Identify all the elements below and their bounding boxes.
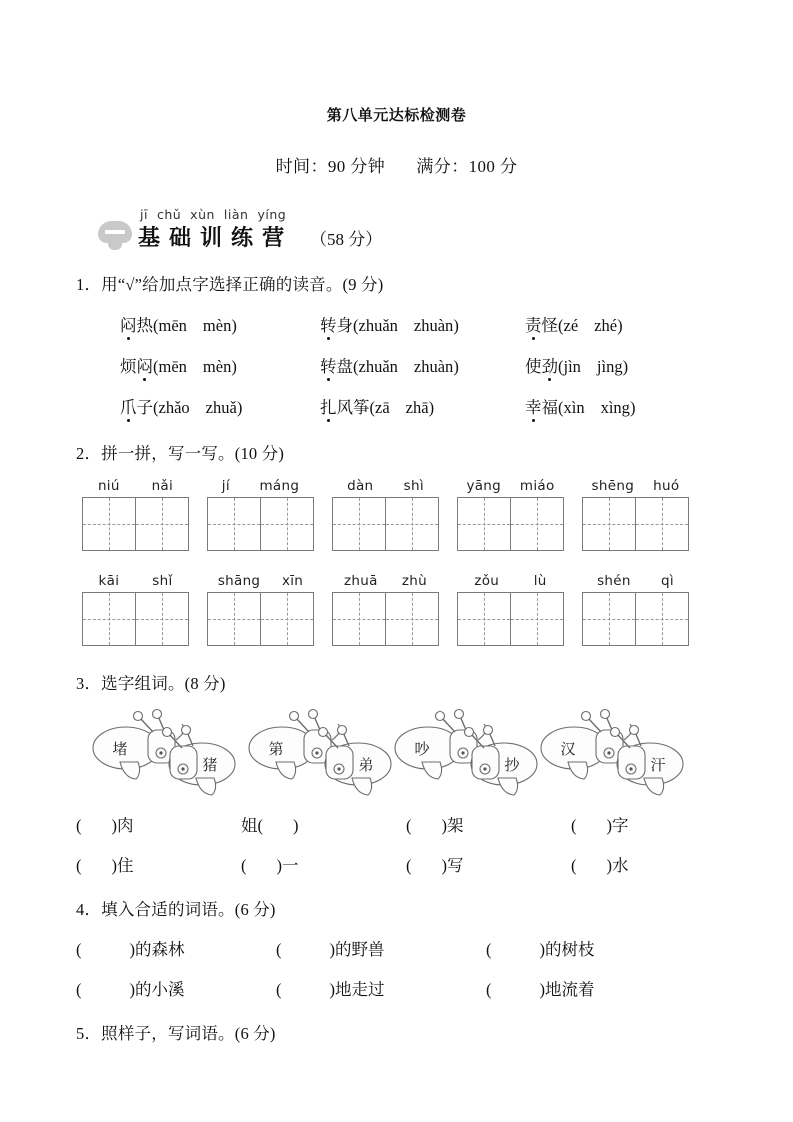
section-pinyin-0: jī <box>140 207 148 222</box>
dotted-char: 转 <box>320 312 337 336</box>
dotted-char: 责 <box>525 312 542 336</box>
bug-pair <box>538 704 688 796</box>
pinyin-option-b[interactable]: xìng <box>600 398 630 417</box>
fill-blank-item[interactable]: ( )字 <box>571 816 629 835</box>
word-blank-item[interactable]: ( )的小溪 <box>76 980 185 999</box>
word-blank-row <box>76 936 731 960</box>
question-1 <box>62 271 731 418</box>
fill-blank-item[interactable]: 姐( ) <box>241 816 299 835</box>
writing-grid-group <box>207 573 314 646</box>
reading-item[interactable]: 闷热(mēn mèn) <box>120 312 320 336</box>
section-title-char-3: 练 <box>231 226 254 251</box>
writing-grid-row <box>62 478 731 551</box>
writing-cell[interactable] <box>636 498 688 550</box>
pinyin-option-a[interactable]: zhǎo <box>158 398 190 417</box>
writing-cell[interactable] <box>583 593 636 645</box>
word-blank-item[interactable]: ( )地流着 <box>486 980 595 999</box>
section-pinyin-2: xùn <box>190 207 215 222</box>
reading-pre: 烦 <box>120 357 137 376</box>
reading-item[interactable]: 转盘(zhuǎn zhuàn) <box>320 353 525 377</box>
reading-item[interactable]: 爪子(zhǎo zhuǎ) <box>120 394 320 418</box>
writing-cell[interactable] <box>333 593 386 645</box>
fill-blank-item[interactable]: ( )架 <box>406 816 464 835</box>
reading-row <box>120 353 731 377</box>
reading-row <box>120 394 731 418</box>
blank-after: 的小溪 <box>135 980 185 999</box>
reading-item[interactable]: 扎风筝(zā zhā) <box>320 394 525 418</box>
word-blank-row <box>76 976 731 1000</box>
reading-pre: 使 <box>525 357 542 376</box>
question-1-head: 1．用“√”给加点字选择正确的读音。(9 分) <box>76 275 384 294</box>
dotted-char: 转 <box>320 353 337 377</box>
writing-grid-group <box>457 478 564 551</box>
grid-pinyin: kāi <box>98 573 120 589</box>
pinyin-option-b[interactable]: mèn <box>202 357 232 376</box>
writing-grid-group <box>332 573 439 646</box>
writing-cell[interactable] <box>386 593 438 645</box>
blank-after: 住 <box>117 856 134 875</box>
pinyin-option-a[interactable]: mēn <box>158 316 187 335</box>
writing-cell[interactable] <box>261 593 313 645</box>
grid-pinyin: shēng <box>591 478 635 494</box>
question-4-head: 4．填入合适的词语。(6 分) <box>76 900 276 919</box>
grid-pinyin: jí <box>221 478 230 494</box>
word-blank-item[interactable]: ( )的野兽 <box>276 940 385 959</box>
section-pinyin-4: yíng <box>257 207 287 222</box>
question-1-body <box>62 312 731 418</box>
total-score-label: 满分：100 分 <box>416 157 518 176</box>
dotted-char: 爪 <box>120 394 137 418</box>
pinyin-option-b[interactable]: zhuǎ <box>205 398 237 417</box>
grid-pinyin: shǐ <box>152 573 173 589</box>
writing-cell[interactable] <box>83 593 136 645</box>
blank-before: 姐 <box>241 816 258 835</box>
grid-pinyin: zhuā <box>344 573 378 589</box>
grid-pinyin: yāng <box>466 478 502 494</box>
blank-after: 的森林 <box>135 940 185 959</box>
reading-post: 身 <box>336 316 353 335</box>
reading-post: 子 <box>136 398 153 417</box>
pinyin-option-a[interactable]: zhuǎn <box>358 316 398 335</box>
fill-blank-item[interactable]: ( )写 <box>406 856 464 875</box>
fill-blank-item[interactable]: ( )一 <box>241 856 299 875</box>
blank-after: 架 <box>447 816 464 835</box>
question-5-head: 5．照样子，写词语。(6 分) <box>76 1024 276 1043</box>
section-pinyin-3: liàn <box>223 207 249 222</box>
blank-after: 字 <box>612 816 629 835</box>
blank-after: 水 <box>612 856 629 875</box>
writing-cell[interactable] <box>583 498 636 550</box>
reading-item[interactable]: 转身(zhuǎn zhuàn) <box>320 312 525 336</box>
fill-blank-row <box>76 812 731 836</box>
blank-after: 地走过 <box>335 980 385 999</box>
dotted-char: 闷 <box>120 312 137 336</box>
fill-blank-item[interactable]: ( )水 <box>571 856 629 875</box>
question-5 <box>62 1020 731 1044</box>
pinyin-option-b[interactable]: jìng <box>596 357 623 376</box>
writing-cell[interactable] <box>458 498 511 550</box>
writing-grid-group <box>582 478 689 551</box>
grid-pinyin: lù <box>533 573 547 589</box>
bug-char-right: 抄 <box>504 756 520 774</box>
word-blank-item[interactable]: ( )地走过 <box>276 980 385 999</box>
grid-pinyin: shāng <box>217 573 261 589</box>
page-title: 第八单元达标检测卷 <box>326 106 467 124</box>
pinyin-option-a[interactable]: mēn <box>158 357 187 376</box>
pinyin-option-b[interactable]: mèn <box>202 316 232 335</box>
writing-grid-group <box>82 573 189 646</box>
reading-item[interactable]: 使劲(jìn jìng) <box>525 353 695 377</box>
reading-post: 风筝 <box>336 398 370 417</box>
writing-cell[interactable] <box>83 498 136 550</box>
writing-cell[interactable] <box>136 593 188 645</box>
bug-char-right: 弟 <box>358 756 374 774</box>
word-blank-item[interactable]: ( )的森林 <box>76 940 185 959</box>
grid-pinyin: shén <box>597 573 631 589</box>
writing-cell[interactable] <box>511 498 563 550</box>
bug-char-left: 汉 <box>560 740 576 758</box>
writing-grid-group <box>82 478 189 551</box>
grid-pinyin: zhù <box>401 573 427 589</box>
pinyin-option-b[interactable]: zhā <box>405 398 429 417</box>
writing-cell[interactable] <box>511 593 563 645</box>
writing-cell[interactable] <box>261 498 313 550</box>
writing-cell[interactable] <box>333 498 386 550</box>
reading-item[interactable]: 烦闷(mēn mèn) <box>120 353 320 377</box>
section-title-char-0: 基 <box>138 226 161 251</box>
blank-after: 肉 <box>117 816 134 835</box>
bug-char-left: 堵 <box>112 740 128 758</box>
pinyin-option-a[interactable]: xìn <box>563 398 585 417</box>
writing-cell[interactable] <box>208 498 261 550</box>
writing-cell[interactable] <box>136 498 188 550</box>
bug-char-right: 猪 <box>202 756 218 774</box>
bug-illustration-strip <box>62 704 731 796</box>
question-4 <box>62 896 731 1000</box>
question-2-head: 2．拼一拼，写一写。(10 分) <box>76 444 285 463</box>
writing-cell[interactable] <box>458 593 511 645</box>
bug-char-right: 汗 <box>650 756 666 774</box>
reading-post: 盘 <box>336 357 353 376</box>
grid-pinyin: zǒu <box>474 573 500 589</box>
pinyin-option-b[interactable]: zhuàn <box>413 316 454 335</box>
section-title-char-2: 训 <box>200 226 223 251</box>
pinyin-option-a[interactable]: jìn <box>563 357 581 376</box>
blank-after: 的野兽 <box>335 940 385 959</box>
pinyin-option-a[interactable]: zhuǎn <box>358 357 398 376</box>
section-number-badge <box>98 221 132 251</box>
grid-pinyin: máng <box>259 478 300 494</box>
writing-grid-group <box>582 573 689 646</box>
dotted-char: 扎 <box>320 394 337 418</box>
dotted-char: 幸 <box>525 394 542 418</box>
writing-cell[interactable] <box>386 498 438 550</box>
bug-char-left: 吵 <box>414 740 430 758</box>
bug-pair <box>246 704 396 796</box>
bug-pair <box>392 704 542 796</box>
fill-blank-item[interactable]: ( )住 <box>76 856 134 875</box>
question-3 <box>62 670 731 876</box>
pinyin-option-b[interactable]: zhé <box>594 316 618 335</box>
bug-pair <box>90 704 240 796</box>
section-title-char-1: 础 <box>169 226 192 251</box>
bug-char-left: 第 <box>268 740 284 758</box>
reading-post: 热 <box>136 316 153 335</box>
writing-grid-group <box>332 478 439 551</box>
grid-pinyin: miáo <box>519 478 555 494</box>
grid-pinyin: qì <box>660 573 674 589</box>
writing-grid-group <box>457 573 564 646</box>
reading-item[interactable]: 幸福(xìn xìng) <box>525 394 695 418</box>
blank-after: 写 <box>447 856 464 875</box>
writing-grid-group <box>207 478 314 551</box>
fill-blank-row <box>76 852 731 876</box>
blank-after: 地流着 <box>545 980 595 999</box>
blank-after: 的树枝 <box>545 940 595 959</box>
grid-pinyin: niú <box>97 478 120 494</box>
reading-post: 怪 <box>541 316 558 335</box>
word-blank-item[interactable]: ( )的树枝 <box>486 940 595 959</box>
grid-pinyin: huó <box>653 478 680 494</box>
question-3-head: 3．选字组词。(8 分) <box>76 674 226 693</box>
time-label: 时间：90 分钟 <box>275 157 386 176</box>
dotted-char: 劲 <box>542 353 559 377</box>
writing-cell[interactable] <box>636 593 688 645</box>
pinyin-option-b[interactable]: zhuàn <box>413 357 454 376</box>
section-pinyin-1: chǔ <box>156 207 182 222</box>
exam-meta <box>62 125 731 177</box>
section-pinyin <box>140 207 295 222</box>
writing-grid-row <box>62 573 731 646</box>
question-2 <box>62 440 731 646</box>
section-heading <box>62 207 731 253</box>
pinyin-option-a[interactable]: zā <box>375 398 390 417</box>
pinyin-option-a[interactable]: zé <box>563 316 579 335</box>
grid-pinyin: dàn <box>347 478 374 494</box>
section-score: （58 分） <box>310 230 383 249</box>
section-title-char-4: 营 <box>262 226 285 251</box>
grid-pinyin: shì <box>403 478 424 494</box>
grid-pinyin: nǎi <box>151 478 174 494</box>
section-title <box>138 221 293 252</box>
reading-row <box>120 312 731 336</box>
grid-pinyin: xīn <box>281 573 304 589</box>
reading-item[interactable]: 责怪(zé zhé) <box>525 312 695 336</box>
reading-post: 福 <box>541 398 558 417</box>
writing-cell[interactable] <box>208 593 261 645</box>
fill-blank-item[interactable]: ( )肉 <box>76 816 134 835</box>
blank-after: 一 <box>282 856 299 875</box>
dotted-char: 闷 <box>137 353 154 377</box>
